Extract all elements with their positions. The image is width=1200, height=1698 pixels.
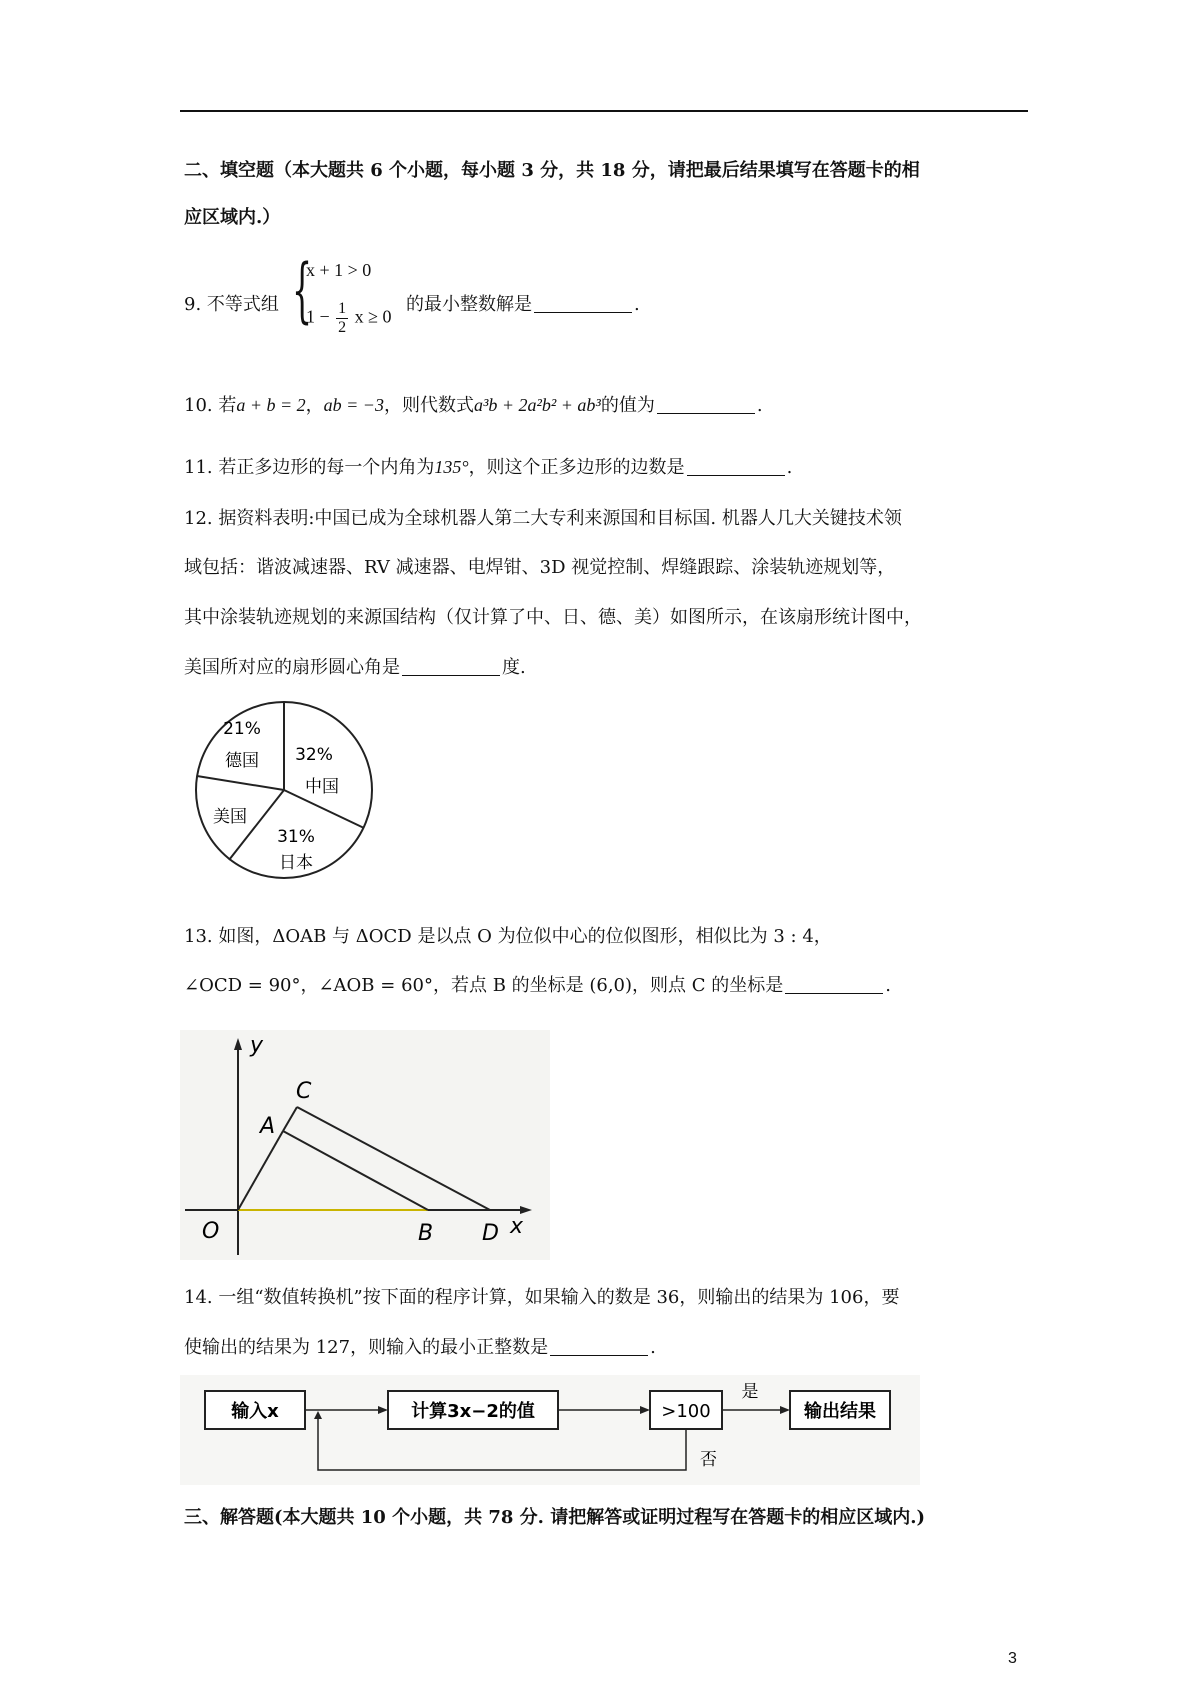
- label-x: x: [510, 1214, 524, 1239]
- q12-line4: 美国所对应的扇形圆心角是 度.: [184, 657, 526, 678]
- q9-answer-blank[interactable]: [534, 294, 632, 313]
- q13-answer-blank[interactable]: [785, 975, 883, 994]
- pie-divider-usa-germany: [197, 776, 284, 790]
- figure-13: [180, 1030, 550, 1260]
- section2-heading-cont: 应区域内.）: [184, 207, 281, 228]
- q13-line2: ∠OCD = 90°，∠AOB = 60°，若点 B 的坐标是 (6,0)，则点 C 的坐标是 .: [184, 975, 891, 996]
- pie-label-japan: 日本: [279, 853, 313, 873]
- flow-output-label: 输出结果: [804, 1401, 876, 1422]
- flowchart: [180, 1375, 920, 1485]
- pie-label-germany: 德国: [225, 751, 259, 771]
- label-c: C: [296, 1079, 312, 1104]
- q9-prefix: 9. 不等式组: [184, 294, 279, 315]
- page-number: 3: [1008, 1650, 1017, 1667]
- q9-row2: 1 − $\frac{1}{2}$ x ≥ 0: [306, 300, 392, 336]
- q12-line2: 域包括：谐波减速器、RV 减速器、电焊钳、3D 视觉控制、焊缝跟踪、涂装轨迹规划等，: [184, 557, 896, 578]
- q9-question: 的最小整数解是 .: [406, 294, 640, 315]
- q10-answer-blank[interactable]: [657, 395, 755, 414]
- label-o: O: [202, 1219, 220, 1244]
- section3-heading: 三、解答题(本大题共 10 个小题，共 78 分. 请把解答或证明过程写在答题卡的相应区域内.): [184, 1507, 925, 1528]
- pie-label-usa: 美国: [213, 807, 247, 827]
- q9-brace: {: [292, 249, 313, 331]
- flow-condition-label: >100: [661, 1401, 711, 1422]
- label-b: B: [418, 1221, 434, 1246]
- q13-line1: 13. 如图，ΔOAB 与 ΔOCD 是以点 O 为位似中心的位似图形，相似比为 3 : 4，: [184, 926, 832, 947]
- q12-line3: 其中涂装轨迹规划的来源国结构（仅计算了中、日、德、美）如图所示，在该扇形统计图中，: [184, 607, 922, 628]
- label-a: A: [260, 1114, 276, 1139]
- top-rule: [180, 110, 1028, 112]
- pie-pct-china: 32%: [295, 745, 333, 765]
- pie-pct-germany: 21%: [223, 719, 261, 739]
- label-d: D: [482, 1221, 499, 1246]
- flow-input-label: 输入x: [231, 1401, 279, 1422]
- flow-compute-label: 计算3x−2的值: [411, 1401, 535, 1422]
- pie-pct-japan: 31%: [277, 827, 315, 847]
- q14-answer-blank[interactable]: [550, 1337, 648, 1356]
- flow-no-label: 否: [700, 1450, 717, 1470]
- q14-line1: 14. 一组“数值转换机”按下面的程序计算，如果输入的数是 36，则输出的结果为 106，要: [184, 1287, 900, 1308]
- flow-yes-label: 是: [741, 1382, 759, 1402]
- pie-chart: [184, 700, 384, 880]
- pie-label-china: 中国: [305, 777, 339, 797]
- section2-heading: 二、填空题（本大题共 6 个小题，每小题 3 分，共 18 分，请把最后结果填写在答题卡的相: [184, 160, 920, 181]
- q10: 10. 若a + b = 2，ab = −3，则代数式a³b + 2a²b² + ab³的值为 .: [184, 395, 763, 416]
- label-y: y: [250, 1033, 264, 1058]
- q9-row1: x + 1 > 0: [306, 260, 372, 280]
- q11-answer-blank[interactable]: [687, 457, 785, 476]
- q9-fraction: $\frac{1}{2}$: [338, 300, 347, 336]
- q14-line2: 使输出的结果为 127，则输入的最小正整数是 .: [184, 1337, 656, 1358]
- q11: 11. 若正多边形的每一个内角为135°，则这个正多边形的边数是 .: [184, 457, 793, 478]
- q12-answer-blank[interactable]: [402, 657, 500, 676]
- q12-line1: 12. 据资料表明:中国已成为全球机器人第二大专利来源国和目标国. 机器人几大关键技术领: [184, 508, 902, 529]
